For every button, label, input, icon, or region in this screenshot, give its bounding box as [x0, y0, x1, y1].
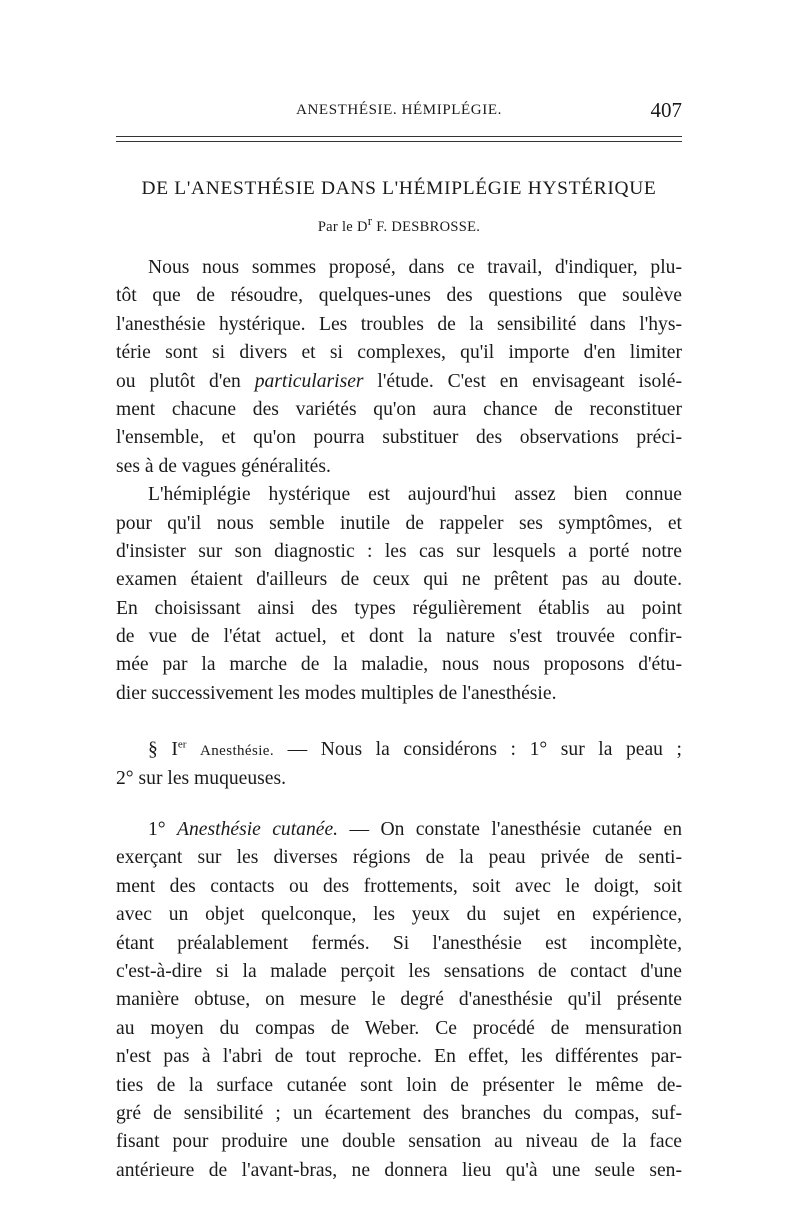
- text-line: gré de sensibilité ; un écartement des branches du compas, suf-: [116, 1102, 682, 1124]
- text-line: En choisissant ainsi des types régulièrement établis au point: [116, 597, 682, 619]
- text-line: Nous nous sommes proposé, dans ce travail, d'indiquer, plu-: [148, 257, 682, 278]
- text-line: exerçant sur les diverses régions de la peau privée de senti-: [116, 847, 682, 869]
- subsection-title: Anesthésie cutanée.: [177, 819, 339, 841]
- subsection-heading-line: [116, 816, 682, 844]
- text-line: tôt que de résoudre, quelques-unes des questions que soulève: [116, 285, 682, 307]
- text-line: fisant pour produire une double sensation au niveau de la face: [116, 1131, 682, 1153]
- text-line: étant préalablement fermés. Si l'anesthésie est incomplète,: [116, 932, 682, 954]
- subsection-number: 1°: [148, 819, 178, 841]
- header-rule-top: [116, 136, 682, 137]
- body-text: [116, 254, 682, 1185]
- text-line: de vue de l'état actuel, et dont la nature s'est trouvée confir-: [116, 626, 682, 648]
- section-heading-line: [116, 736, 682, 764]
- text-fragment: — On constate l'anesthésie cutanée en: [338, 819, 683, 841]
- text-fragment: l'étude. C'est en envisageant isolé-: [363, 370, 682, 392]
- text-line: d'insister sur son diagnostic : les cas sur lesquels a porté notre: [116, 540, 682, 562]
- text-line: manière obtuse, on mesure le degré d'anesthésie qu'il présente: [116, 989, 682, 1011]
- text-line: n'est pas à l'abri de tout reproche. En effet, les différentes par-: [116, 1046, 682, 1068]
- text-line: ses à de vagues généralités.: [116, 455, 331, 477]
- text-line: examen étaient d'ailleurs de ceux qui ne prêtent pas au doute.: [116, 569, 682, 591]
- text-fragment: ou plutôt d'en: [116, 370, 255, 392]
- section-heading: Anesthésie.: [200, 743, 274, 760]
- byline-prefix: Par le D: [317, 219, 368, 235]
- byline-sup: r: [367, 213, 373, 229]
- text-line: antérieure de l'avant-bras, ne donnera lieu qu'à une seule sen-: [116, 1159, 682, 1181]
- text-line: l'anesthésie hystérique. Les troubles de la sensibilité dans l'hys-: [116, 313, 682, 335]
- running-title: ANESTHÉSIE. HÉMIPLÉGIE.: [296, 102, 502, 118]
- text-line: dier successivement les modes multiples de l'anesthésie.: [116, 682, 557, 704]
- text-line: l'ensemble, et qu'on pourra substituer des observations préci-: [116, 427, 682, 449]
- paragraph-gap: [116, 708, 682, 736]
- section-symbol-sup: er: [177, 738, 187, 751]
- text-line: ment des contacts ou des frottements, soit avec le doigt, soit: [116, 875, 682, 897]
- text-line: [116, 368, 682, 396]
- section-symbol: § I: [148, 739, 178, 761]
- article-title: DE L'ANESTHÉSIE DANS L'HÉMIPLÉGIE HYSTÉRIQUE: [141, 178, 657, 199]
- text-line: au moyen du compas de Weber. Ce procédé de mensuration: [116, 1017, 682, 1039]
- text-line: L'hémiplégie hystérique est aujourd'hui assez bien connue: [148, 484, 682, 506]
- text-line: c'est-à-dire si la malade perçoit les sensations de contact d'une: [116, 960, 682, 982]
- text-line: 2° sur les muqueuses.: [116, 767, 287, 789]
- text-line: térie sont si divers et si complexes, qu'il importe d'en limiter: [116, 342, 682, 364]
- text-line: avec un objet quelconque, les yeux du sujet en expérience,: [116, 904, 682, 926]
- header-rule-bottom: [116, 141, 682, 142]
- text-fragment: — Nous la considérons : 1° sur la peau ;: [274, 739, 682, 761]
- italic-term: particulariser: [254, 370, 364, 392]
- text-line: mée par la marche de la maladie, nous nous proposons d'étu-: [116, 654, 682, 676]
- text-line: pour qu'il nous semble inutile de rappeler ses symptômes, et: [116, 512, 682, 534]
- byline: [116, 213, 682, 236]
- paragraph-gap: [116, 793, 682, 816]
- byline-author: F. DESBROSSE.: [372, 219, 481, 235]
- running-head: [116, 100, 682, 124]
- text-line: ment chacune des variétés qu'on aura chance de reconstituer: [116, 398, 682, 420]
- text-line: ties de la surface cutanée sont loin de présenter le même de-: [116, 1074, 682, 1096]
- page-number: 407: [650, 98, 682, 122]
